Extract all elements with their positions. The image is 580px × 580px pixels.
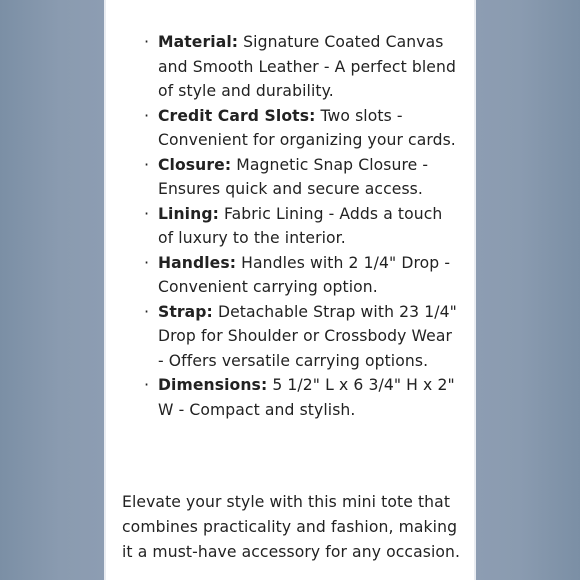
feature-text: Magnetic Snap Closure - Ensures quick and secure access. [158,155,429,198]
feature-item-dimensions [144,373,459,422]
bullet-icon: · [144,154,150,174]
feature-list [144,30,459,422]
feature-text: Handles with 2 1/4" Drop - Convenient carrying option. [158,253,451,296]
feature-label: Dimensions: [158,376,268,394]
feature-text: 5 1/2" L x 6 3/4" H x 2" W - Compact and stylish. [158,376,455,419]
feature-item-material [144,30,459,104]
feature-item-credit-card-slots [144,104,459,153]
bullet-icon: · [144,375,150,394]
product-description-panel [106,0,474,580]
feature-text: Fabric Lining - Adds a touch of luxury to the interior. [158,204,443,247]
bullet-icon: · [144,252,150,272]
feature-label: Lining: [158,204,219,223]
feature-label: Strap: [158,302,213,321]
feature-item-strap [144,300,459,374]
bullet-icon: · [144,32,150,51]
summary-paragraph: Elevate your style with this mini tote that combines practicality and fashion, making it a must-have accessory for any occasion. [122,493,461,561]
feature-label: Credit Card Slots: [158,106,316,125]
feature-text: Two slots - Convenient for organizing your cards. [158,106,456,149]
feature-text: Signature Coated Canvas and Smooth Leather - A perfect blend of style and durability. [158,33,456,100]
bullet-icon: · [144,105,150,125]
feature-item-closure [144,153,459,202]
feature-text: Detachable Strap with 23 1/4" Drop for Shoulder or Crossbody Wear - Offers versatile carrying options. [158,302,457,370]
feature-item-handles [144,251,459,300]
bullet-icon: · [144,301,150,321]
bullet-icon: · [144,203,150,223]
feature-label: Handles: [158,253,237,272]
feature-item-lining [144,202,459,251]
feature-label: Closure: [158,155,232,174]
feature-label: Material: [158,33,239,51]
